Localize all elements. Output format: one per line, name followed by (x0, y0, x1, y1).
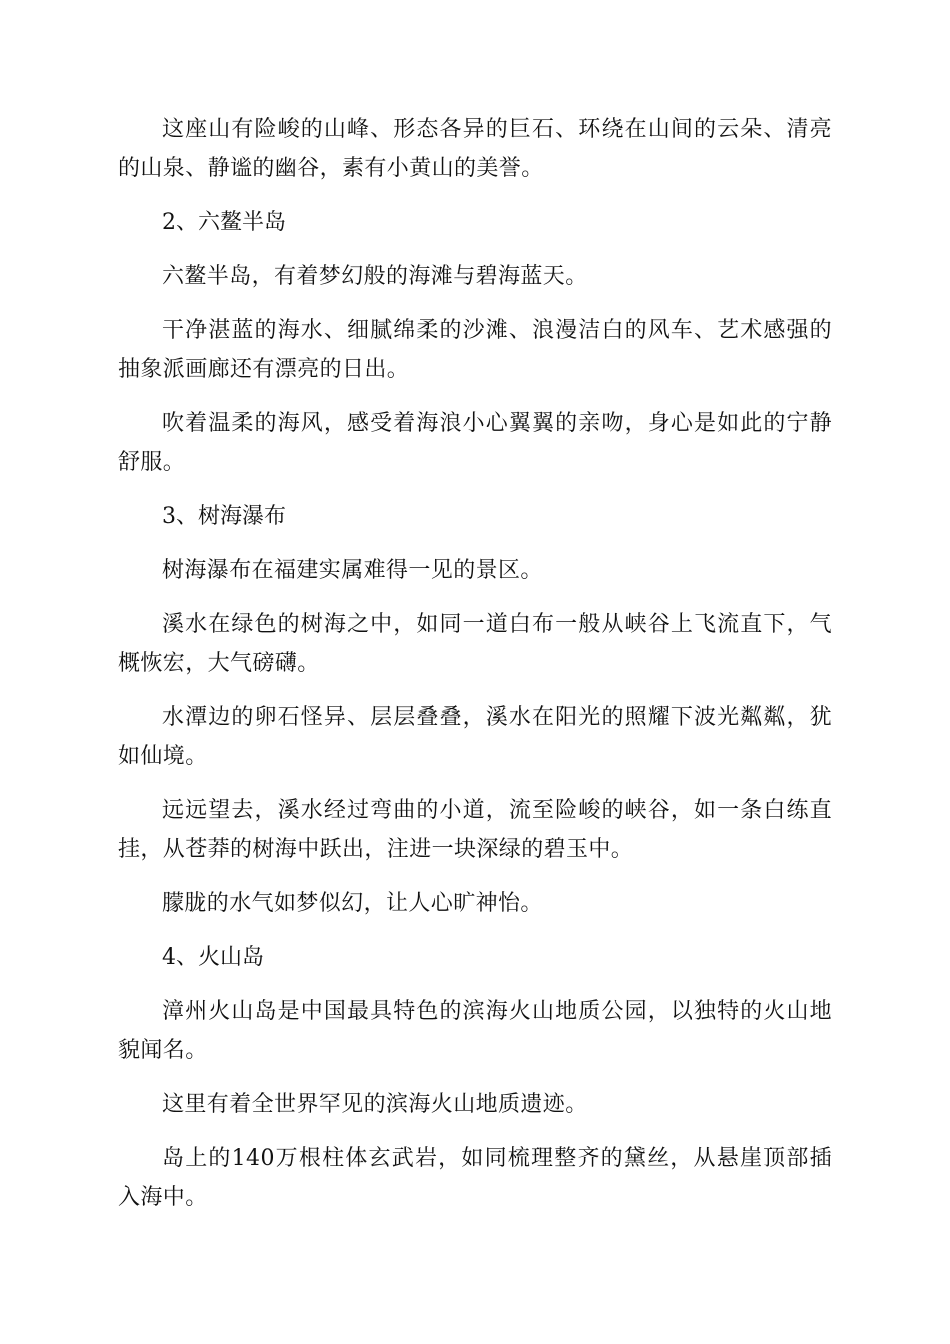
paragraph: 吹着温柔的海风，感受着海浪小心翼翼的亲吻，身心是如此的宁静舒服。 (118, 411, 832, 475)
paragraph: 树海瀑布在福建实属难得一见的景区。 (162, 558, 543, 583)
paragraph: 水潭边的卵石怪异、层层叠叠，溪水在阳光的照耀下波光粼粼，犹如仙境。 (118, 705, 832, 769)
paragraph: 六鳌半岛，有着梦幻般的海滩与碧海蓝天。 (162, 264, 588, 289)
paragraph: 岛上的140万根柱体玄武岩，如同梳理整齐的黛丝，从悬崖顶部插入海中。 (118, 1146, 832, 1210)
paragraph: 溪水在绿色的树海之中，如同一道白布一般从峡谷上飞流直下，气概恢宏，大气磅礴。 (118, 612, 832, 676)
section-heading: 3、树海瀑布 (162, 504, 286, 529)
document-body (118, 110, 832, 1232)
paragraph: 朦胧的水气如梦似幻，让人心旷神怡。 (162, 891, 543, 916)
paragraph: 干净湛蓝的海水、细腻绵柔的沙滩、浪漫洁白的风车、艺术感强的抽象派画廊还有漂亮的日出。 (118, 318, 832, 382)
section-heading: 4、火山岛 (162, 945, 264, 970)
paragraph: 这座山有险峻的山峰、形态各异的巨石、环绕在山间的云朵、清亮的山泉、静谧的幽谷，素有小黄山的美誉。 (118, 117, 832, 181)
paragraph: 远远望去，溪水经过弯曲的小道，流至险峻的峡谷，如一条白练直挂，从苍莽的树海中跃出，注进一块深绿的碧玉中。 (118, 798, 832, 862)
section-heading: 2、六鳌半岛 (162, 210, 286, 235)
paragraph: 这里有着全世界罕见的滨海火山地质遗迹。 (162, 1092, 588, 1117)
paragraph: 漳州火山岛是中国最具特色的滨海火山地质公园，以独特的火山地貌闻名。 (118, 999, 832, 1063)
